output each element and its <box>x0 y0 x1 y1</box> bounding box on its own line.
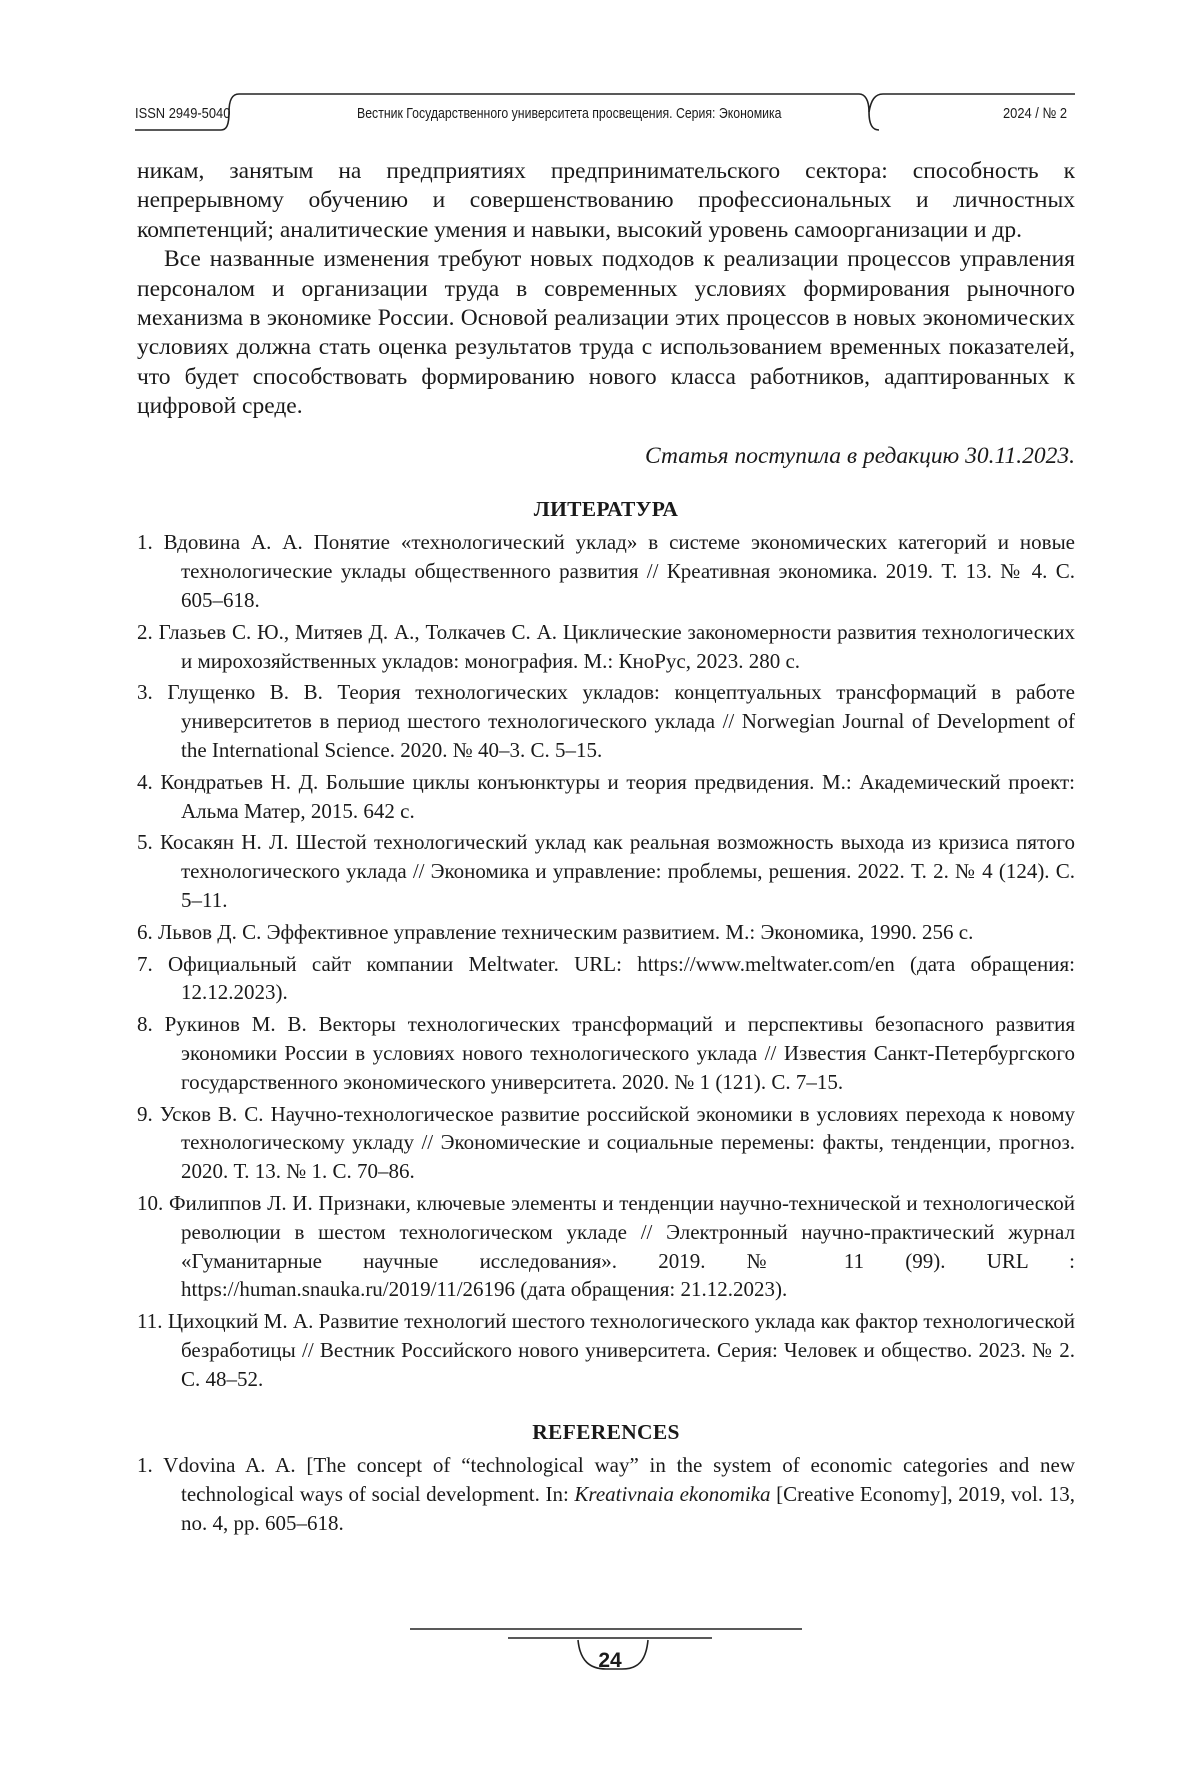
page-footer <box>410 1625 810 1695</box>
literature-item <box>137 918 1075 947</box>
literature-item <box>137 828 1075 914</box>
reference-text: Рукинов М. В. Векторы технологических трансформаций и перспективы безопасного развития экономики России в условиях нового технологического уклада // Известия Санкт-Петербургского государственного экономического университета. 2020. № 1 (121). С. 7–15. <box>164 1012 1075 1094</box>
reference-number: 2. <box>137 619 153 644</box>
article-body <box>137 157 1075 1540</box>
reference-text: Глущенко В. В. Теория технологических укладов: концептуальных трансформаций в работе университетов в период шестого технологического уклада // Norwegian Journal of Development of the International Science. 2020. № 40–3. С. 5–15. <box>167 680 1076 763</box>
reference-text: Кондратьев Н. Д. Большие циклы конъюнктуры и теория предвидения. М.: Академический проект: Альма Матер, 2015. 642 с. <box>160 769 1076 823</box>
reference-number: 10. <box>137 1191 164 1215</box>
literature-item <box>137 528 1075 614</box>
reference-number: 11. <box>137 1309 163 1334</box>
page-number: 24 <box>598 1649 622 1672</box>
reference-text: Львов Д. С. Эффективное управление техническим развитием. М.: Экономика, 1990. 256 с. <box>158 919 974 944</box>
reference-text: Глазьев С. Ю., Митяев Д. А., Толкачев С. А. Циклические закономерности развития технологических и мирохозяйственных укладов: монография. М.: КноРус, 2023. 280 с. <box>158 619 1075 673</box>
reference-number: 1. <box>137 530 153 555</box>
literature-item <box>137 950 1075 1008</box>
reference-number: 8. <box>137 1012 153 1037</box>
literature-item <box>137 768 1075 826</box>
literature-item <box>137 678 1075 764</box>
literature-item <box>137 1010 1075 1096</box>
header-journal-title: Вестник Государственного университета просвещения. Серия: Экономика <box>357 105 782 122</box>
received-date-note: Статья поступила в редакцию 30.11.2023. <box>644 442 1075 469</box>
reference-text-end: [Creative Economy], 2019, vol. 13, no. 4, pp. 605–618. <box>181 1481 1075 1535</box>
reference-text: Усков В. С. Научно-технологическое развитие российской экономики в условиях перехода к новому технологическому укладу // Экономические и социальные перемены: факты, тенденции, прогноз. 2020. Т. 13. № 1. С. 70–86. <box>159 1101 1076 1184</box>
reference-source-italic: Kreativnaia ekonomika <box>574 1481 771 1506</box>
literature-item <box>137 1100 1075 1186</box>
reference-text: Официальный сайт компании Meltwater. URL: https://www.meltwater.com/en (дата обращения: 12.12.2023). <box>168 951 1075 1005</box>
header-issue: 2024 / № 2 <box>1003 105 1068 122</box>
references-heading: REFERENCES <box>532 1419 680 1444</box>
literature-list <box>137 528 1075 1393</box>
reference-number: 1. <box>137 1452 153 1477</box>
references-list <box>137 1451 1075 1537</box>
reference-text-start: Vdovina A. A. [The concept of “technological way” in the system of economic categories and new technological ways of social development. In: <box>163 1452 1075 1506</box>
header-issn: ISSN 2949-5040 <box>135 105 231 122</box>
references-item <box>137 1451 1075 1537</box>
reference-number: 5. <box>137 830 153 855</box>
reference-text: Филиппов Л. И. Признаки, ключевые элементы и тенденции научно-технической и технологической революции в шестом технологическом укладе // Электронный научно-практический журнал «Гуманитарные научные исследования». 2019. № 11 (99). URL : https://human.snauka.ru/2019/11/26196 (дата обращения: 21.12.2023). <box>168 1191 1075 1302</box>
literature-item <box>137 618 1075 676</box>
reference-number: 9. <box>137 1101 153 1126</box>
reference-number: 3. <box>137 680 153 705</box>
reference-number: 4. <box>137 769 153 794</box>
body-paragraph: Все названные изменения требуют новых подходов к реализации процессов управления персоналом и организации труда в современных условиях формирования рыночного механизма в экономике России. Основой реализации этих процессов в новых экономических условиях должна стать оценка результатов труда с использованием временных показателей, что будет способствовать формированию нового класса работников, адаптированных к цифровой среде. <box>137 246 1075 420</box>
literature-item <box>137 1189 1075 1304</box>
reference-number: 6. <box>137 919 153 944</box>
literature-item <box>137 1307 1075 1393</box>
body-paragraph: никам, занятым на предприятиях предпринимательского сектора: способность к непрерывному обучению и совершенствованию профессиональных и личностных компетенций; аналитические умения и навыки, высокий уровень самоорганизации и др. <box>137 158 1075 243</box>
literature-heading: ЛИТЕРАТУРА <box>533 497 679 522</box>
reference-text: Цихоцкий М. А. Развитие технологий шестого технологического уклада как фактор технологической безработицы // Вестник Российского нового университета. Серия: Человек и общество. 2023. № 2. С. 48–52. <box>167 1309 1076 1391</box>
reference-text <box>163 1453 1075 1535</box>
reference-number: 7. <box>137 951 153 976</box>
reference-text: Вдовина А. А. Понятие «технологический уклад» в системе экономических категорий и новые технологические уклады общественного развития // Креативная экономика. 2019. Т. 13. № 4. С. 605–618. <box>163 530 1075 613</box>
reference-text: Косакян Н. Л. Шестой технологический уклад как реальная возможность выхода из кризиса пятого технологического уклада // Экономика и управление: проблемы, решения. 2022. Т. 2. № 4 (124). С. 5–11. <box>160 830 1076 913</box>
running-header <box>135 90 1075 136</box>
